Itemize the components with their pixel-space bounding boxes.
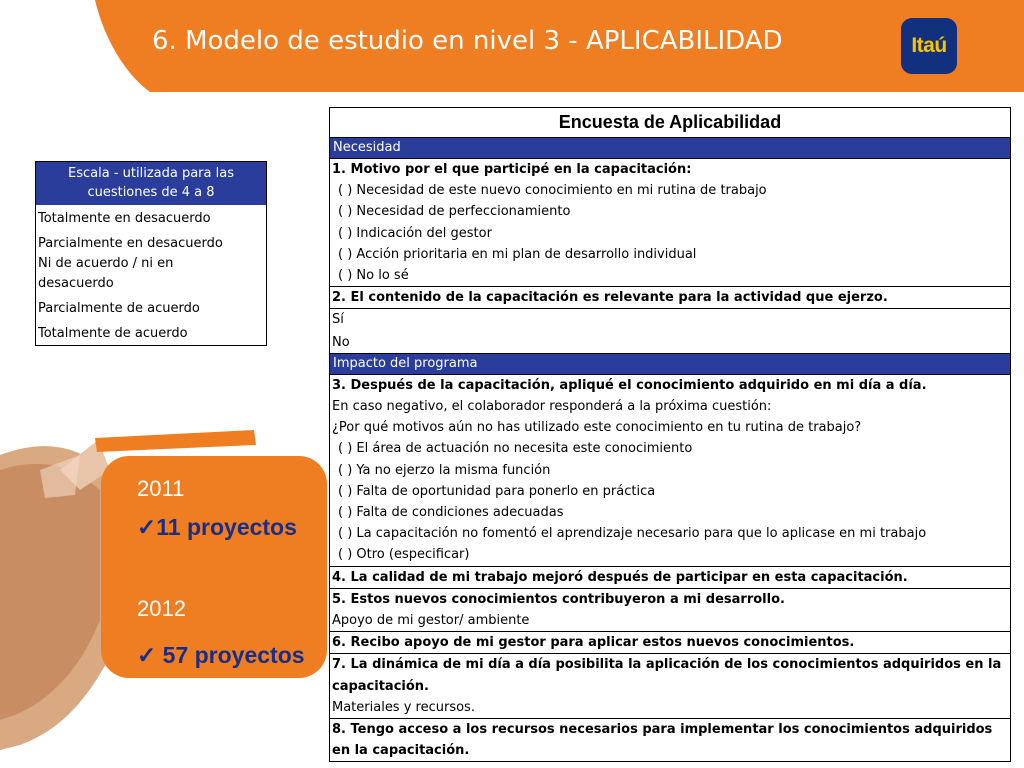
option: ( ) El área de actuación no necesita este conocimiento [338,441,693,457]
scale-item: Totalmente de acuerdo [38,326,188,341]
answer-no [330,331,1010,353]
question-text: 4. La calidad de mi trabajo mejoró después de participar en esta capacitación. [332,569,908,585]
subheading: Materiales y recursos. [332,699,475,715]
option: ( ) Indicación del gestor [338,225,492,241]
scale-item: Parcialmente en desacuerdo [38,236,223,251]
option: ( ) Ya no ejerzo la misma función [338,462,551,478]
question-text: 8. Tengo acceso a los recursos necesarios para implementar los conocimientos adquiridos en la capacitación. [332,722,993,759]
itau-logo [901,18,957,74]
question-text: 6. Recibo apoyo de mi gestor para aplicar estos nuevos conocimientos. [332,635,855,651]
question-7 [330,653,1010,718]
option: ( ) Necesidad de este nuevo conocimiento en mi rutina de trabajo [338,183,767,199]
year-2011: 2011 [137,476,185,501]
section-impacto: Impacto del programa [330,353,1010,374]
question-5 [330,588,1010,631]
option: ( ) La capacitación no fomentó el aprendizaje necesario para que lo aplicase en mi trabajo [338,526,927,542]
option: ( ) Acción prioritaria en mi plan de desarrollo individual [338,246,697,262]
scale-item: Parcialmente de acuerdo [38,301,200,316]
question-2 [330,286,1010,308]
scale-table [35,161,267,346]
question-text: 3. Después de la capacitación, apliqué el conocimiento adquirido en mi día a día. [332,377,927,393]
option: ( ) Falta de condiciones adecuadas [338,505,564,521]
option: ( ) Necesidad de perfeccionamiento [338,204,571,220]
projects-bubble [101,456,327,678]
question-1 [330,158,1010,286]
year-2012: 2012 [137,596,186,621]
question-text: 7. La dinámica de mi día a día posibilita la aplicación de los conocimientos adquiridos en la capacitación. [332,657,1002,694]
option: ( ) Falta de oportunidad para ponerlo en práctica [338,483,656,499]
section-necesidad: Necesidad [330,138,1010,158]
question-8 [330,718,1010,761]
logo-text: Itaú [911,34,947,57]
question-text: 1. Motivo por el que participé en la capacitación: [332,162,692,177]
question-4 [330,566,1010,588]
projects-2011: ✓11 proyectos [137,514,297,540]
note: En caso negativo, el colaborador responderá a la próxima cuestión: [332,399,772,415]
scale-header: Escala - utilizada para las cuestiones de 4 a 8 [36,162,266,205]
note: ¿Por qué motivos aún no has utilizado este conocimiento en tu rutina de trabajo? [332,420,862,436]
subheading: Apoyo de mi gestor/ ambiente [332,613,530,629]
answer-yes [330,308,1010,330]
scale-item: Ni de acuerdo / ni en desacuerdo [38,256,174,291]
scale-item: Totalmente en desacuerdo [38,211,211,226]
option: ( ) No lo sé [338,268,409,284]
option: ( ) Otro (especificar) [338,547,470,563]
answer-text: No [332,334,350,350]
page-title: 6. Modelo de estudio en nivel 3 - APLICABILIDAD [152,26,783,56]
projects-2012: ✓ 57 proyectos [137,642,305,668]
question-3 [330,374,1010,566]
question-text: 2. El contenido de la capacitación es relevante para la actividad que ejerzo. [332,290,888,306]
question-6 [330,631,1010,653]
question-text: 5. Estos nuevos conocimientos contribuyeron a mi desarrollo. [332,591,785,607]
answer-text: Sí [332,312,344,328]
survey-table [329,107,1011,762]
survey-title: Encuesta de Aplicabilidad [330,108,1010,138]
